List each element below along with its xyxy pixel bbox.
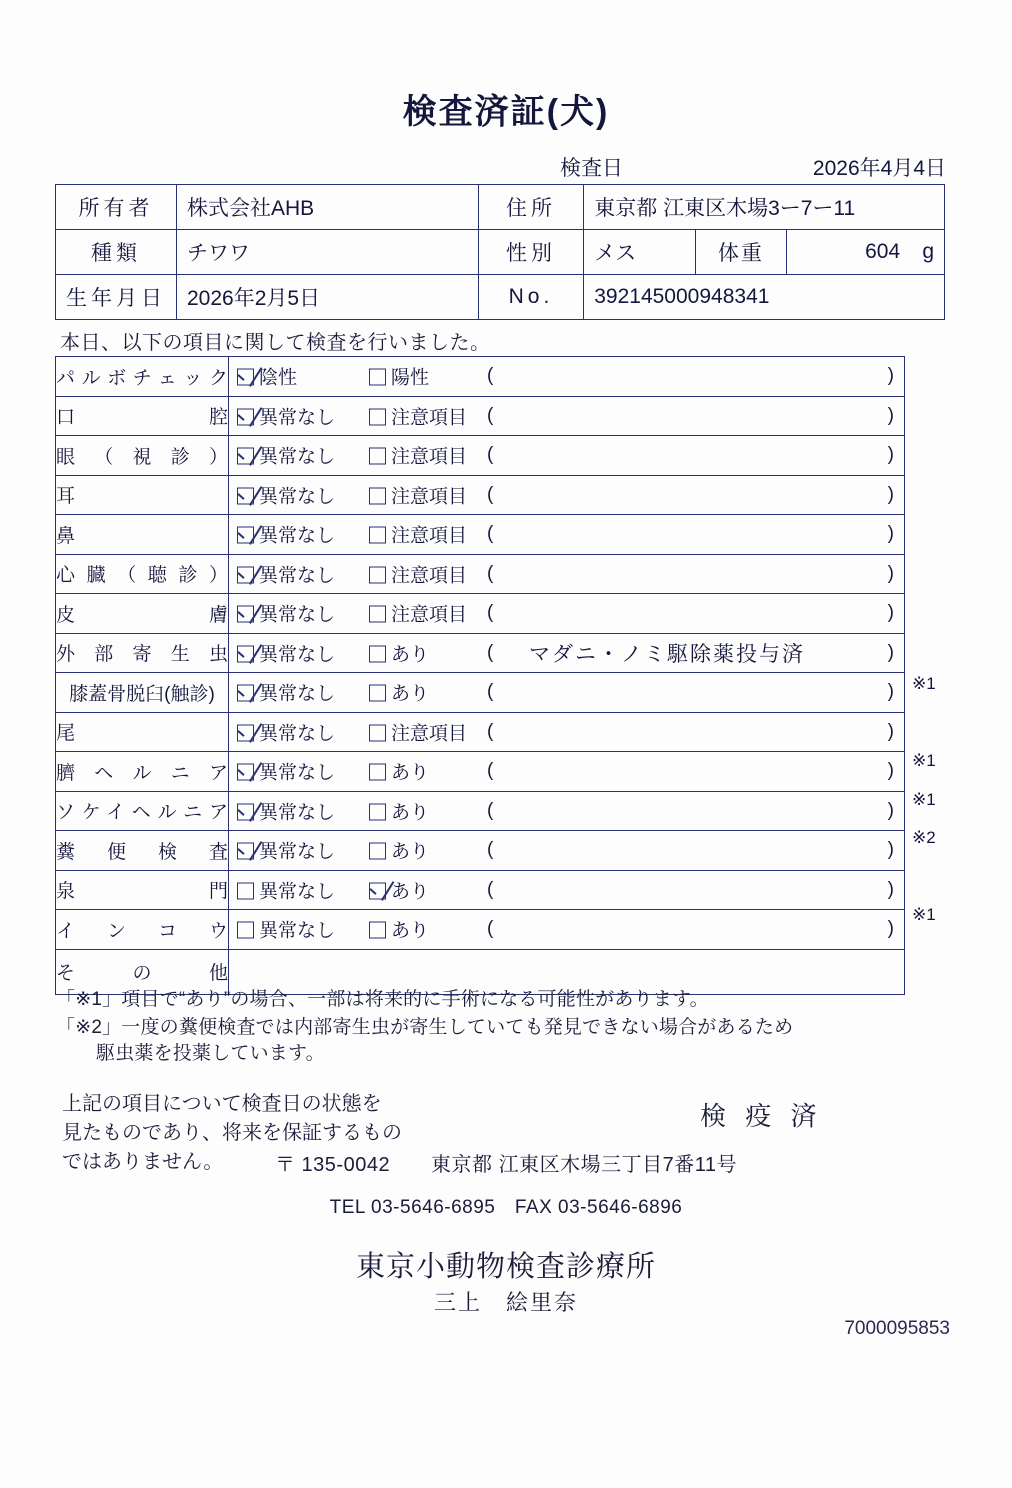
checkbox-icon[interactable] [369,764,386,781]
checkbox-option-1-label: 陰性 [259,367,298,389]
checked-checkbox-icon[interactable] [237,764,254,781]
checkbox-option-1[interactable] [237,718,335,745]
checked-checkbox-icon[interactable] [369,882,386,899]
checkbox-option-2[interactable] [369,837,429,864]
footnote-marker: ※1 [912,751,936,770]
checkbox-option-1[interactable] [237,797,335,824]
checklist-item-label [56,752,229,792]
statement-line-3: ではありません。 [62,1151,224,1173]
note-paren-open: ( [487,681,494,703]
checkbox-icon[interactable] [369,606,386,623]
checkbox-option-1-label: 異常なし [259,565,336,587]
checkbox-option-1-label: 異常なし [259,604,336,626]
exam-date-row [55,152,950,178]
checklist-item-label-text: 心臓（聴診） [56,565,228,587]
checkbox-option-1[interactable] [237,639,335,666]
checklist-item-label [56,633,229,673]
checkbox-option-2-label: あり [391,644,430,666]
note-paren-close: ) [887,523,894,545]
checklist-row [56,831,905,871]
checked-checkbox-icon[interactable] [237,566,254,583]
note-paren-close: ) [887,720,894,742]
checklist-item-label [56,396,229,436]
weight-value-cell [786,230,944,275]
checklist-row [56,752,905,792]
checklist-item-label-text: 泉門 [56,881,228,903]
checklist-row [56,396,905,436]
exam-date-value: 2026年4月4日 [812,157,946,180]
serial-number: 7000095853 [844,1318,950,1339]
checklist-row [56,712,905,752]
checklist-item-label [56,712,229,752]
checkbox-option-1-label: 異常なし [259,525,336,547]
checkbox-option-1[interactable] [237,837,335,864]
checked-checkbox-icon[interactable] [237,408,254,425]
checklist-row [56,910,905,950]
checkbox-icon[interactable] [369,448,386,465]
checkbox-icon[interactable] [237,882,254,899]
checkbox-option-2[interactable] [369,639,429,666]
checkbox-option-2-label: あり [391,841,430,863]
clinic-address: 〒 135-0042 東京都 江東区木場三丁目7番11号 [274,1154,738,1176]
checkbox-option-2[interactable] [369,481,467,508]
owner-info-table [55,184,945,320]
checkbox-option-2[interactable] [369,560,467,587]
lead-note: 本日、以下の項目に関して検査を行いました。 [60,332,491,354]
exam-date-label: 検査日 [560,157,623,180]
address-value: 東京都 江東区木場3ー7ー11 [584,185,945,230]
checkbox-icon[interactable] [369,803,386,820]
checkbox-option-2[interactable] [369,718,467,745]
checkbox-option-1[interactable] [237,481,335,508]
address-label: 住所 [478,185,583,230]
checkbox-option-2-label: あり [391,762,430,784]
checklist-options-cell [229,396,905,436]
statement-line-2: 見たものであり、将来を保証するもの [62,1122,402,1144]
checkbox-option-2-label: あり [391,683,430,705]
note-paren-close: ) [887,444,894,466]
checkbox-option-1-label: 異常なし [259,881,336,903]
weight-unit: g [922,240,934,263]
checkbox-option-1[interactable] [237,442,335,469]
checklist-options-cell [229,831,905,871]
checkbox-option-2-label: 注意項目 [391,407,468,429]
checkbox-option-1-label: 異常なし [259,407,336,429]
checklist-options-cell [229,357,905,397]
checkbox-icon[interactable] [369,527,386,544]
checklist-row [56,554,905,594]
checklist-item-label [56,910,229,950]
checklist-row [56,515,905,555]
checklist-options-cell [229,475,905,515]
note-paren-close: ) [887,562,894,584]
checklist-row [56,594,905,634]
checkbox-option-1[interactable] [237,876,335,903]
note-paren-close: ) [887,878,894,900]
checkbox-option-2[interactable] [369,521,467,548]
checked-checkbox-icon[interactable] [237,369,254,386]
checklist-item-label [56,673,229,713]
note-paren-open: ( [487,562,494,584]
checklist-item-label-text: 口腔 [56,407,228,429]
checklist-row [56,870,905,910]
checklist-row [56,673,905,713]
checklist-options-cell [229,870,905,910]
checkbox-option-2-label: 注意項目 [391,723,468,745]
note-paren-close: ) [887,365,894,387]
birth-value: 2026年2月5日 [177,275,479,320]
checkbox-option-1[interactable] [237,679,335,706]
note-paren-close: ) [887,641,894,663]
breed-value: チワワ [177,230,479,275]
checklist-options-cell [229,436,905,476]
footnote-1: 「※1」項目で“あり”の場合、一部は将来的に手術になる可能性があります。 [56,989,709,1010]
checkbox-option-2-label: あり [391,802,430,824]
checked-checkbox-icon[interactable] [237,527,254,544]
note-paren-open: ( [487,641,494,663]
note-paren-open: ( [487,839,494,861]
checkbox-icon[interactable] [369,566,386,583]
note-paren-close: ) [887,760,894,782]
checklist-item-label [56,515,229,555]
checklist-options-cell [229,673,905,713]
checklist-options-cell [229,633,905,673]
checkbox-option-2[interactable] [369,679,429,706]
note-paren-open: ( [487,444,494,466]
table-row [56,185,945,230]
clinic-contact: TEL 03-5646-6895 FAX 03-5646-6896 [329,1197,683,1218]
checkbox-option-1-label: 異常なし [259,446,336,468]
note-paren-open: ( [487,878,494,900]
table-row [56,275,945,320]
checkbox-icon[interactable] [369,408,386,425]
checked-checkbox-icon[interactable] [237,685,254,702]
checklist-row [56,436,905,476]
checkbox-icon[interactable] [369,922,386,939]
checklist-options-cell [229,515,905,555]
checklist-item-label-text: 膝蓋骨脱臼(触診) [69,683,215,705]
note-paren-close: ) [887,602,894,624]
checklist-item-label [56,791,229,831]
note-paren-open: ( [487,602,494,624]
checklist-options-cell [229,554,905,594]
checklist-item-label-text: 糞便検査 [56,841,228,863]
checkbox-option-2-label: 注意項目 [391,604,468,626]
checklist-free-note: マダニ・ノミ駆除薬投与済 [529,642,805,666]
checklist-item-label [56,594,229,634]
table-row [56,230,945,275]
checkbox-option-2-label: 陽性 [391,367,430,389]
checkbox-option-1-label: 異常なし [259,486,336,508]
checked-checkbox-icon[interactable] [237,724,254,741]
checkbox-icon[interactable] [369,685,386,702]
checkbox-option-1-label: 異常なし [259,920,336,942]
footnote-marker: ※1 [912,789,936,809]
doctor-name: 三上 絵里奈 [433,1290,578,1315]
note-paren-close: ) [887,483,894,505]
checkbox-option-2-label: 注意項目 [391,486,468,508]
checklist-item-label-text: パルボチェック [56,367,228,389]
checkbox-icon[interactable] [369,369,386,386]
checklist-item-label [56,475,229,515]
checkbox-option-2-label: あり [391,920,430,942]
footnote-2-cont: 駆虫薬を投薬しています。 [96,1043,325,1064]
checkbox-option-2-label: あり [391,881,430,903]
checkbox-option-1[interactable] [237,521,335,548]
checked-checkbox-icon[interactable] [237,645,254,662]
checkbox-option-2[interactable] [369,402,467,429]
weight-value: 604 [865,240,901,263]
note-paren-open: ( [487,404,494,426]
checklist-options-cell [229,594,905,634]
checklist-item-label-text: 眼（視診） [56,446,228,468]
checkbox-icon[interactable] [369,645,386,662]
checkbox-option-2[interactable] [369,442,467,469]
checklist-item-label [56,357,229,397]
checklist-options-cell [229,910,905,950]
checklist-item-label-text: 臍ヘルニア [56,762,228,784]
note-paren-open: ( [487,523,494,545]
note-paren-open: ( [487,720,494,742]
note-paren-close: ) [887,839,894,861]
footnote-marker: ※1 [912,905,936,924]
checked-checkbox-icon[interactable] [237,606,254,623]
note-paren-open: ( [487,760,494,782]
checklist-item-label [56,436,229,476]
checkbox-option-2-label: 注意項目 [391,565,468,587]
checklist-item-label-text: 鼻 [56,525,76,547]
checkbox-icon[interactable] [237,922,254,939]
note-paren-open: ( [487,799,494,821]
checklist-options-cell [229,791,905,831]
checkbox-option-1[interactable] [237,758,335,785]
checklist-item-label-text: インコウ [56,920,228,942]
breed-label: 種類 [56,230,177,275]
owner-value: 株式会社AHB [177,185,479,230]
checkbox-option-2[interactable] [369,916,429,943]
note-paren-open: ( [487,918,494,940]
checklist-item-label-text: 耳 [56,486,76,508]
other-label-text: その他 [56,963,228,984]
checklist-item-label-text: 外部寄生虫 [56,644,228,666]
checked-checkbox-icon[interactable] [237,803,254,820]
checklist-options-cell [229,712,905,752]
note-paren-close: ) [887,918,894,940]
checklist-item-label [56,554,229,594]
no-label: No. [478,275,583,320]
page-title: 検査済証(犬) [402,93,610,131]
checklist-item-label-text: 皮膚 [56,604,228,626]
clinic-name: 東京小動物検査診療所 [355,1251,656,1283]
checklist-item-label [56,870,229,910]
checkbox-option-1[interactable] [237,363,297,390]
note-paren-close: ) [887,799,894,821]
checkbox-option-2-label: 注意項目 [391,446,468,468]
checklist-row [56,475,905,515]
statement-line-1: 上記の項目について検査日の状態を [62,1093,382,1115]
checkbox-option-1-label: 異常なし [259,683,336,705]
checklist-row [56,357,905,397]
checklist-row [56,791,905,831]
checkbox-option-1[interactable] [237,916,335,943]
checked-checkbox-icon[interactable] [237,487,254,504]
quarantine-stamp: 検 疫 済 [700,1101,823,1131]
checkbox-option-1[interactable] [237,600,335,627]
checklist-options-cell [229,752,905,792]
checkbox-option-1-label: 異常なし [259,802,336,824]
inspection-checklist-table [55,356,905,995]
note-paren-close: ) [887,404,894,426]
checkbox-icon[interactable] [369,724,386,741]
no-value: 392145000948341 [584,275,945,320]
note-paren-open: ( [487,483,494,505]
checkbox-option-2[interactable] [369,363,429,390]
checklist-item-label [56,831,229,871]
sex-label: 性別 [478,230,583,275]
checkbox-option-2[interactable] [369,758,429,785]
checkbox-option-2[interactable] [369,600,467,627]
note-paren-close: ) [887,681,894,703]
checkbox-option-1-label: 異常なし [259,644,336,666]
checklist-item-label-text: ソケイヘルニア [56,802,228,824]
checklist-item-label-text: 尾 [56,723,76,745]
checkbox-option-1-label: 異常なし [259,841,336,863]
checkbox-icon[interactable] [369,487,386,504]
footnote-marker: ※1 [912,674,936,693]
note-paren-open: ( [487,365,494,387]
checkbox-option-1-label: 異常なし [259,723,336,745]
checkbox-icon[interactable] [369,843,386,860]
checkbox-option-1[interactable] [237,402,335,429]
checklist-row [56,633,905,673]
checked-checkbox-icon[interactable] [237,448,254,465]
checkbox-option-2[interactable] [369,797,429,824]
weight-label: 体重 [696,230,787,275]
sex-value: メス [584,230,696,275]
checkbox-option-1[interactable] [237,560,335,587]
checked-checkbox-icon[interactable] [237,843,254,860]
owner-label: 所有者 [56,185,177,230]
footnote-marker: ※2 [912,828,936,847]
footnote-2: 「※2」一度の糞便検査では内部寄生虫が寄生していても発見できない場合があるため [56,1017,794,1038]
checkbox-option-2[interactable] [369,876,429,903]
birth-label: 生年月日 [56,275,177,320]
checkbox-option-1-label: 異常なし [259,762,336,784]
checkbox-option-2-label: 注意項目 [391,525,468,547]
